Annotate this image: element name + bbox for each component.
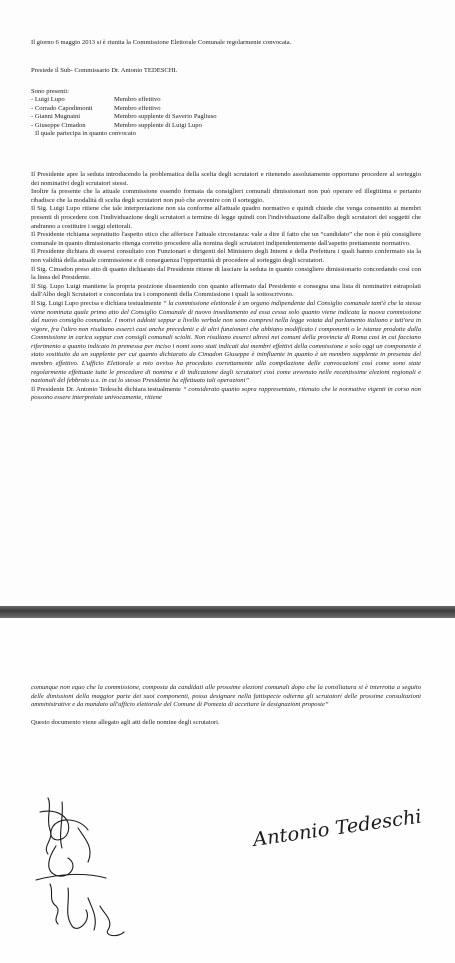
minutes-paragraph: Il Presidente richiama soprattutto l'aspetto etico che afferisce l'attuale circostanza: vale a dire il fatto che un “candidato” che non è più consigliere comunale in quanto dimissionario ritenga corretto procedere alla nomina degli scrutatori indipendentemente dall'aspetto prettamente normativo. bbox=[31, 231, 421, 247]
minutes-paragraph: Inoltre fa presente che la attuale commissione essendo formata da consiglieri comunali dimissionari non può operare ed illegittima e pertanto ribadisce che la modalità di scelta degli scrutatori non può che avvenire con il sorteggio. bbox=[31, 188, 421, 204]
attendee-role: Membro supplente di Saverio Pagliuso bbox=[114, 113, 217, 121]
attendee-row bbox=[31, 96, 217, 104]
attendee-row bbox=[31, 113, 217, 121]
handwritten-signature-right bbox=[251, 806, 432, 864]
attendee-role: Membro effettivo bbox=[114, 104, 161, 112]
page-separator bbox=[0, 606, 455, 618]
attendee-name: - Giuseppe Cimadon bbox=[31, 121, 86, 129]
tedeschi-quote: “ considerato quanto sopra rappresentato, ritenuto che le normative vigenti in corso non possono essere interpretate univocamente, ritiene bbox=[31, 385, 421, 402]
minutes-paragraph: Il Presidente dichiara di essersi consultato con Funzionari e dirigenti del Ministero degli Interni e della Prefettura i quali hanno confermato sia la non validità della attuale commissione e di conseguenza l'opportunità di procedere al sorteggio degli scrutatori. bbox=[31, 248, 421, 264]
document-page-2 bbox=[0, 618, 455, 963]
minutes-paragraph: Il Sig. Cimadon preso atto di quanto dichiarato dal Presidente ritiene di lasciare la seduta in quanto consigliere dimissionario concordando così con la linea del Presidente. bbox=[31, 265, 421, 282]
attendees-list bbox=[31, 88, 217, 138]
minutes-paragraph: Il Sig. Lupo Luigi mantiene la propria posizione dissentendo con quanto affermato dal Presidente e consegna una lista di nominativi estrapolati dall'Albo degli Scrutatori e concordata tra i componenti della Commissione i quali la sottoscrivono. bbox=[31, 282, 421, 299]
attendee-role: Membro effettivo bbox=[114, 96, 161, 104]
attendee-name: - Gianni Mugnaini bbox=[31, 113, 81, 121]
signature-text: Antonio Tedeschi bbox=[251, 806, 419, 851]
attendee-name: - Luigi Lupo bbox=[31, 96, 65, 104]
handwritten-signature-left bbox=[28, 788, 138, 948]
continuation-paragraph: comunque non equo che la commissione, composta da candidati alle prossime elezioni comunali dopo che la consiliatura si è interrotta a seguito delle dimissioni della maggior parte dei suoi componenti, possa designare nella fattispecie odierna gli scrutatori delle prossime consultazioni amministrative e da mandato all'ufficio elettorale del Comune di Pomezia di accettare le designazioni proposte” bbox=[31, 684, 421, 709]
lupo-quote: “ la commissione elettorale è un organo indipendente dal Consiglio comunale tant'è che la stessa viene nominata quale primo atto del Consiglio Comunale di nuovo insediamento ed essa cessa solo quanto viene indicata la nuova commissione dal nuovo consiglio comunale. I motivi addotti seppur a livello verbale non sono compresi nella legge votata dal parlamento italiano e tutt'ora in vigore, fra l'altro non risultano esserci casi anche precedenti e di altri funzionari che abbiano modificato i componenti o le istanze prodotte dalla Commissione in carica seppur con consigli comunali sciolti. Non risultano esserci altresì nei comuni della provincia di Roma casi in cui facciano riferimento a quanto indicato in premessa per inciso i nomi sono stati indicati dai membri effettivi della commissione e solo oggi un componente è stato sostituito da un supplente per cui quanto dichiarato da Cimadon Giuseppe è ininfluente in quanto è un membro supplente in presenza del membro effettivo. L'ufficio Elettorale a mio avviso ha proceduto correttamente alla compilazione delle convocazioni così come sono state regolarmente effettuate tutte le procedure di nomina e di indicazione degli scrutatori così come avvenuto nelle recentissime elezioni regionali e nazionali del febbraio u.s. in cui lo stesso Presidente ha effettuato tali operazioni” bbox=[31, 299, 421, 385]
tedeschi-intro: Il Presidente Dr. Antonio Tedeschi dichiara testualmente bbox=[31, 385, 183, 393]
attendee-row bbox=[31, 122, 217, 130]
attendee-role: Membro supplente di Luigi Lupo bbox=[114, 121, 202, 129]
attendee-name: - Corrado Capodimonti bbox=[31, 104, 93, 112]
closing-line: Questo documento viene allegato agli atti delle nomine degli scrutatori. bbox=[31, 719, 220, 726]
attendee-row bbox=[31, 105, 217, 113]
attendees-heading: Sono presenti: bbox=[31, 88, 69, 95]
minutes-paragraph: Il Presidente apre la seduta introducendo la problematica della scelta degli scrutatori e ritenendo assolutamente opportuno procedere al sorteggio dei nominativi degli scrutatori stessi. bbox=[31, 171, 421, 187]
minutes-body bbox=[31, 171, 421, 403]
minutes-paragraph: Il Sig. Luigi Lupo ritiene che tale interpretazione non sia conforme all'attuale quadro normativo e quindi chiede che venga consentito ai membri presenti di procedere con l'individuazione degli scrutatori a termine di legge quindi con l'individuazione dall'albo degli scrutatori dei soggetti che andranno a costituire i seggi elettorali. bbox=[31, 205, 421, 230]
lupo-intro: Il Sig. Luigi Lupo precisa e dichiara testualmente bbox=[31, 299, 164, 307]
tedeschi-statement bbox=[31, 386, 421, 403]
presiding-line: Presiede il Sub- Commissario Dr. Antonio TEDESCHI. bbox=[31, 67, 178, 74]
opening-line: Il giorno 6 maggio 2013 si è riunita la Commissione Elettorale Comunale regolarmente convocata. bbox=[31, 39, 292, 46]
lupo-statement bbox=[31, 300, 421, 386]
attendee-note: Il quale partecipa in quanto convocato bbox=[35, 130, 136, 138]
